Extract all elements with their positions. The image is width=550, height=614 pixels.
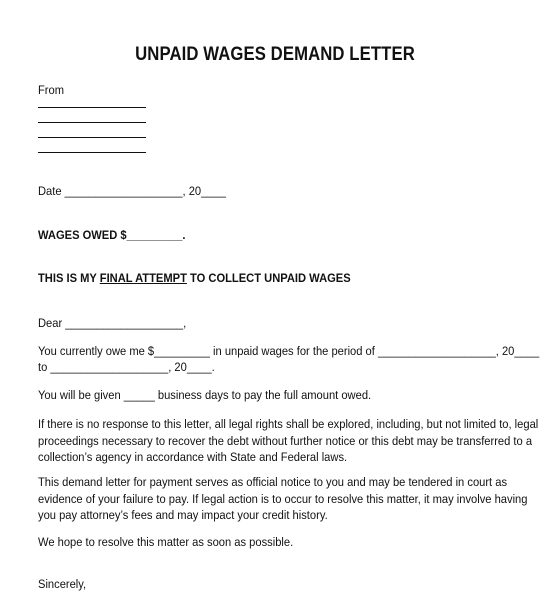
no-response-line: proceedings necessary to recover the debt without further notice or this debt may be transferred to a — [38, 433, 533, 448]
final-attempt-suffix: TO COLLECT UNPAID WAGES — [186, 271, 351, 285]
no-response-paragraph — [38, 416, 539, 466]
resolve-line: We hope to resolve this matter as soon as possible. — [38, 535, 294, 549]
closing: Sincerely, — [38, 577, 87, 591]
from-blank-line-1 — [38, 107, 146, 108]
final-attempt-heading — [38, 270, 351, 287]
business-days-line: You will be given _____ business days to pay the full amount owed. — [38, 388, 372, 402]
no-response-line: If there is no response to this letter, all legal rights shall be explored, including, but not limited to, legal — [38, 417, 539, 431]
page-title: UNPAID WAGES DEMAND LETTER — [135, 44, 415, 65]
final-attempt-prefix: THIS IS MY — [38, 271, 100, 285]
official-notice-line: you pay attorney’s fees and may impact your credit history. — [38, 508, 328, 522]
official-notice-paragraph — [38, 474, 528, 524]
from-blank-line-2 — [38, 122, 146, 123]
official-notice-line: evidence of your failure to pay. If legal action is to occur to resolve this matter, it may involve having — [38, 491, 528, 506]
owe-line-1: You currently owe me $_________ in unpaid wages for the period of ___________________, 20____ — [38, 344, 540, 358]
final-attempt-emphasis: FINAL ATTEMPT — [99, 271, 187, 285]
wages-owed: WAGES OWED $_________. — [38, 228, 186, 242]
salutation: Dear ___________________, — [38, 316, 187, 330]
from-label: From — [38, 83, 65, 97]
date-line: Date ___________________, 20____ — [38, 184, 226, 198]
no-response-line: collection’s agency in accordance with State and Federal laws. — [38, 450, 348, 464]
from-blank-line-4 — [38, 152, 146, 153]
owe-line-2: to ___________________, 20____. — [38, 360, 215, 374]
from-blank-line-3 — [38, 137, 146, 138]
official-notice-line: This demand letter for payment serves as official notice to you and may be tendered in court as — [38, 475, 508, 489]
